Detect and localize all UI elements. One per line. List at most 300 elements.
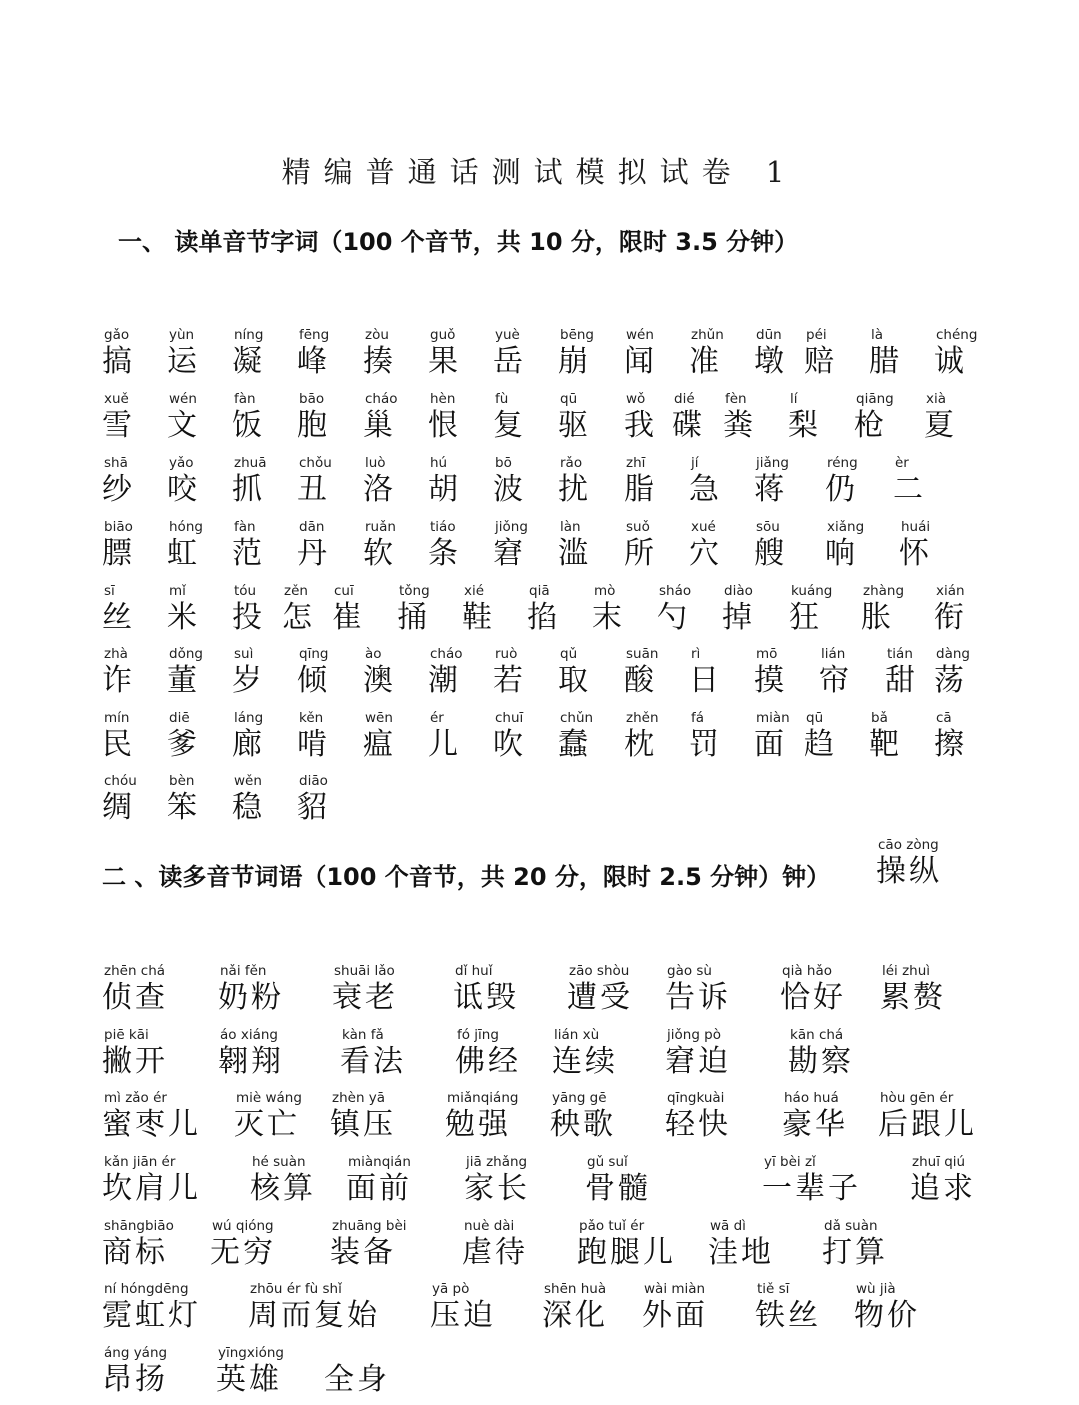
syllable-item: [493, 709, 526, 763]
syllable-item: [558, 390, 591, 444]
pinyin: diāo: [299, 773, 328, 789]
section-2-side-word: [876, 836, 942, 890]
pinyin: hòu gēn ér: [880, 1090, 954, 1106]
hanzi: 狂: [789, 600, 822, 635]
pinyin: tiáo: [430, 519, 456, 535]
syllable-item: [899, 518, 932, 572]
hanzi: 洼地: [708, 1235, 774, 1270]
pinyin: áng yáng: [104, 1345, 168, 1361]
hanzi: 无穷: [210, 1235, 276, 1270]
syllable-item: [657, 582, 691, 636]
syllable-item: [672, 390, 705, 444]
hanzi: 侦查: [102, 980, 168, 1015]
syllable-item: [167, 645, 203, 699]
pinyin: tiě sī: [757, 1281, 790, 1297]
pinyin: gào sù: [667, 963, 712, 979]
pinyin: zhī: [626, 455, 646, 471]
word-item: [665, 1026, 731, 1080]
pinyin: fàn: [234, 519, 256, 535]
syllable-item: [624, 390, 657, 444]
pinyin: kàn fǎ: [342, 1027, 384, 1043]
hanzi: 胡: [428, 472, 461, 507]
hanzi: 滥: [558, 536, 591, 571]
hanzi: 纱: [102, 472, 135, 507]
hanzi: 投: [232, 600, 265, 635]
syllable-item: [297, 454, 332, 508]
word-item: [878, 1089, 977, 1143]
syllable-item: [363, 518, 396, 572]
pinyin: luò: [365, 455, 386, 471]
pinyin: cāo zòng: [878, 837, 939, 853]
pinyin: dān: [299, 519, 325, 535]
hanzi: 捅: [397, 600, 430, 635]
hanzi: 软: [363, 536, 396, 571]
pinyin: mō: [756, 646, 778, 662]
hanzi: 枕: [624, 727, 657, 762]
hanzi: 果: [428, 344, 461, 379]
pinyin: bēng: [560, 327, 595, 343]
hanzi: 面: [754, 727, 787, 762]
pinyin: dǐ huǐ: [455, 963, 493, 979]
word-item: [782, 1089, 848, 1143]
word-item: [340, 1026, 406, 1080]
syllable-item: [558, 454, 591, 508]
hanzi: 夏: [924, 408, 957, 443]
hanzi: 搞: [102, 344, 135, 379]
hanzi: 赔: [804, 344, 837, 379]
hanzi: 粪: [723, 408, 756, 443]
syllable-item: [363, 454, 396, 508]
hanzi: 急: [689, 472, 722, 507]
pinyin: gǎo: [104, 327, 130, 343]
word-item: [218, 962, 284, 1016]
pinyin: xián: [936, 583, 965, 599]
pinyin: yāng gē: [552, 1090, 607, 1106]
hanzi: 腊: [869, 344, 902, 379]
hanzi: 墩: [754, 344, 787, 379]
pinyin: diē: [169, 710, 190, 726]
pinyin: guǒ: [430, 327, 456, 343]
hanzi: 廊: [232, 727, 265, 762]
pinyin: dàng: [936, 646, 970, 662]
pinyin: dǒng: [169, 646, 203, 662]
word-item: [910, 1153, 976, 1207]
pinyin: shuāi lǎo: [334, 963, 395, 979]
syllable-item: [934, 645, 970, 699]
word-item: [755, 1280, 821, 1334]
hanzi: 勘察: [788, 1044, 854, 1079]
pinyin: suǒ: [626, 519, 650, 535]
hanzi: 镇压: [330, 1107, 396, 1142]
syllable-item: [232, 454, 266, 508]
hanzi: 窘迫: [665, 1044, 731, 1079]
hanzi: 范: [232, 536, 265, 571]
pinyin: réng: [827, 455, 858, 471]
hanzi: 罚: [689, 727, 722, 762]
hanzi: 荡: [934, 663, 967, 698]
pinyin: jiǎng: [756, 455, 789, 471]
pinyin: zhuā: [234, 455, 267, 471]
pinyin: kān chá: [790, 1027, 844, 1043]
hanzi: 全身: [324, 1362, 390, 1397]
syllable-item: [861, 582, 904, 636]
syllable-item: [689, 454, 722, 508]
hanzi: 饭: [232, 408, 265, 443]
hanzi: 丑: [297, 472, 330, 507]
syllable-item: [624, 326, 657, 380]
syllable-item: [232, 518, 265, 572]
hanzi: 追求: [910, 1171, 976, 1206]
pinyin: fēng: [299, 327, 330, 343]
syllable-item: [869, 709, 902, 763]
word-item: [248, 1280, 380, 1334]
pinyin: hèn: [430, 391, 456, 407]
syllable-item: [428, 645, 463, 699]
pinyin: shēn huà: [544, 1281, 607, 1297]
pinyin: fù: [495, 391, 509, 407]
hanzi: 商标: [102, 1235, 168, 1270]
syllable-item: [624, 645, 658, 699]
syllable-item: [363, 390, 398, 444]
hanzi: 董: [167, 663, 200, 698]
pinyin: ér: [430, 710, 444, 726]
syllable-item: [689, 518, 722, 572]
hanzi: 脂: [624, 472, 657, 507]
hanzi: 枪: [854, 408, 887, 443]
hanzi: 崩: [558, 344, 591, 379]
hanzi: 崔: [332, 600, 365, 635]
pinyin: ní hóngdēng: [104, 1281, 189, 1297]
syllable-item: [934, 326, 977, 380]
pinyin: wén: [626, 327, 654, 343]
hanzi: 核算: [250, 1171, 316, 1206]
word-item: [780, 962, 846, 1016]
pinyin: nǎi fěn: [220, 963, 267, 979]
pinyin: xié: [464, 583, 485, 599]
pinyin: chuī: [495, 710, 524, 726]
pinyin: wǒ: [626, 391, 646, 407]
pinyin: yīngxióng: [218, 1345, 284, 1361]
word-item: [250, 1153, 316, 1207]
pinyin: bǎ: [871, 710, 888, 726]
syllable-item: [102, 326, 135, 380]
hanzi: 压迫: [430, 1298, 496, 1333]
pinyin: zhōu ér fù shǐ: [250, 1281, 342, 1297]
hanzi: 外面: [642, 1298, 708, 1333]
pinyin: jí: [691, 455, 699, 471]
pinyin: qǔ: [560, 646, 578, 662]
syllable-item: [167, 390, 200, 444]
syllable-item: [885, 645, 918, 699]
pinyin: zhuāng bèi: [332, 1218, 407, 1234]
syllable-item: [167, 582, 200, 636]
syllable-item: [363, 326, 396, 380]
hanzi: 梨: [788, 408, 821, 443]
hanzi: 物价: [854, 1298, 920, 1333]
section-2-heading: 二 、读多音节词语（100 个音节，共 20 分，限时 2.5 分钟）钟）: [102, 863, 831, 891]
pinyin: ruǎn: [365, 519, 396, 535]
hanzi: 运: [167, 344, 200, 379]
hanzi: 摸: [754, 663, 787, 698]
syllable-item: [428, 454, 461, 508]
word-item: [762, 1153, 861, 1207]
hanzi: 蠢: [558, 727, 591, 762]
hanzi: 掐: [527, 600, 560, 635]
syllable-item: [558, 709, 593, 763]
hanzi: 若: [493, 663, 526, 698]
syllable-item: [722, 582, 755, 636]
hanzi: 家长: [464, 1171, 530, 1206]
pinyin: xuě: [104, 391, 129, 407]
pinyin: qiāng: [856, 391, 894, 407]
pinyin: wù jià: [856, 1281, 896, 1297]
word-item: [102, 1089, 201, 1143]
syllable-item: [493, 454, 526, 508]
hanzi: 靶: [869, 727, 902, 762]
pinyin: qū: [806, 710, 824, 726]
syllable-item: [363, 709, 396, 763]
pinyin: fá: [691, 710, 705, 726]
hanzi: 条: [428, 536, 461, 571]
pinyin: rì: [691, 646, 701, 662]
hanzi: 深化: [542, 1298, 608, 1333]
syllable-item: [297, 390, 330, 444]
word-item: [102, 1280, 201, 1334]
pinyin: tián: [887, 646, 913, 662]
word-item: [665, 962, 731, 1016]
hanzi: 帘: [819, 663, 852, 698]
pinyin: chǒu: [299, 455, 332, 471]
hanzi: 奶粉: [218, 980, 284, 1015]
pinyin: miànqián: [348, 1154, 411, 1170]
hanzi: 秧歌: [550, 1107, 616, 1142]
hanzi: 连续: [552, 1044, 618, 1079]
hanzi: 操纵: [876, 854, 942, 889]
syllable-item: [934, 582, 967, 636]
hanzi: 岁: [232, 663, 265, 698]
syllable-item: [167, 772, 200, 826]
pinyin: yā pò: [432, 1281, 470, 1297]
syllable-item: [493, 645, 526, 699]
pinyin: xué: [691, 519, 716, 535]
hanzi: 抓: [232, 472, 265, 507]
hanzi: 面前: [346, 1171, 412, 1206]
syllable-item: [493, 518, 528, 572]
pinyin: piē kāi: [104, 1027, 149, 1043]
pinyin: zhēn chá: [104, 963, 166, 979]
pinyin: miǎnqiáng: [447, 1090, 519, 1106]
hanzi: 驱: [558, 408, 591, 443]
hanzi: 窘: [493, 536, 526, 571]
hanzi: 蜜枣儿: [102, 1107, 201, 1142]
word-item: [552, 1026, 618, 1080]
pinyin: bèn: [169, 773, 195, 789]
hanzi: 勺: [657, 600, 690, 635]
pinyin: mín: [104, 710, 130, 726]
hanzi: 趋: [804, 727, 837, 762]
hanzi: 复: [493, 408, 526, 443]
syllable-item: [167, 454, 200, 508]
pinyin: sōu: [756, 519, 780, 535]
word-item: [216, 1344, 284, 1398]
syllable-item: [102, 390, 135, 444]
syllable-item: [723, 390, 756, 444]
syllable-item: [804, 326, 837, 380]
pinyin: qīngkuài: [667, 1090, 725, 1106]
syllable-item: [428, 518, 461, 572]
hanzi: 洛: [363, 472, 396, 507]
hanzi: 绸: [102, 790, 135, 825]
syllable-item: [893, 454, 926, 508]
pinyin: zhuī qiú: [912, 1154, 966, 1170]
pinyin: lián: [821, 646, 846, 662]
pinyin: wén: [169, 391, 197, 407]
hanzi: 雪: [102, 408, 135, 443]
syllable-item: [297, 772, 330, 826]
syllable-item: [232, 645, 265, 699]
pinyin: wěn: [234, 773, 262, 789]
word-item: [788, 1026, 854, 1080]
hanzi: 爹: [167, 727, 200, 762]
pinyin: yī bèi zǐ: [764, 1154, 816, 1170]
syllable-item: [558, 518, 591, 572]
hanzi: 碟: [672, 408, 705, 443]
hanzi: 周而复始: [248, 1298, 380, 1333]
hanzi: 末: [592, 600, 625, 635]
hanzi: 坎肩儿: [102, 1171, 201, 1206]
pinyin: wēn: [365, 710, 393, 726]
hanzi: 恰好: [780, 980, 846, 1015]
word-item: [642, 1280, 708, 1334]
hanzi: 鞋: [462, 600, 495, 635]
word-item: [102, 1344, 168, 1398]
word-item: [880, 962, 946, 1016]
hanzi: 诋毁: [453, 980, 519, 1015]
syllable-item: [102, 645, 135, 699]
hanzi: 看法: [340, 1044, 406, 1079]
hanzi: 霓虹灯: [102, 1298, 201, 1333]
hanzi: 文: [167, 408, 200, 443]
syllable-item: [689, 645, 722, 699]
hanzi: 揍: [363, 344, 396, 379]
pinyin: diào: [724, 583, 753, 599]
hanzi: 轻快: [665, 1107, 731, 1142]
pinyin: jiǒng: [495, 519, 528, 535]
pinyin: yuè: [495, 327, 520, 343]
syllable-item: [167, 709, 200, 763]
word-item: [346, 1153, 412, 1207]
pinyin: zāo shòu: [569, 963, 630, 979]
word-item: [822, 1217, 888, 1271]
pinyin: biāo: [104, 519, 133, 535]
pinyin: cháo: [430, 646, 463, 662]
pinyin: mò: [594, 583, 616, 599]
word-item: [102, 1217, 174, 1271]
hanzi: 英雄: [216, 1362, 282, 1397]
hanzi: 岳: [493, 344, 526, 379]
hanzi: 波: [493, 472, 526, 507]
hanzi: 响: [825, 536, 858, 571]
pinyin: zhèn yā: [332, 1090, 386, 1106]
syllable-item: [558, 326, 594, 380]
syllable-item: [102, 582, 135, 636]
pinyin: cā: [936, 710, 952, 726]
pinyin: dǎ suàn: [824, 1218, 878, 1234]
pinyin: chóu: [104, 773, 137, 789]
syllable-item: [297, 326, 330, 380]
pinyin: sī: [104, 583, 115, 599]
pinyin: mì zǎo ér: [104, 1090, 167, 1106]
hanzi: 咬: [167, 472, 200, 507]
hanzi: 铁丝: [755, 1298, 821, 1333]
hanzi: 恨: [428, 408, 461, 443]
syllable-item: [754, 326, 787, 380]
syllable-item: [624, 709, 659, 763]
pinyin: mǐ: [169, 583, 186, 599]
syllable-item: [102, 454, 135, 508]
hanzi: 日: [689, 663, 722, 698]
pinyin: zhàng: [863, 583, 905, 599]
hanzi: 昂扬: [102, 1362, 168, 1397]
word-item: [585, 1153, 651, 1207]
pinyin: kǎn jiān ér: [104, 1154, 176, 1170]
hanzi: 装备: [330, 1235, 396, 1270]
syllable-item: [493, 390, 526, 444]
pinyin: háo huá: [784, 1090, 839, 1106]
hanzi: 啃: [297, 727, 330, 762]
pinyin: suān: [626, 646, 659, 662]
syllable-item: [363, 645, 396, 699]
hanzi: 貂: [297, 790, 330, 825]
pinyin: kěn: [299, 710, 324, 726]
hanzi: 打算: [822, 1235, 888, 1270]
pinyin: fàn: [234, 391, 256, 407]
syllable-item: [297, 518, 330, 572]
hanzi: 甜: [885, 663, 918, 698]
hanzi: 澳: [363, 663, 396, 698]
syllable-item: [754, 709, 790, 763]
syllable-item: [788, 390, 821, 444]
pinyin: péi: [806, 327, 827, 343]
hanzi: 丹: [297, 536, 330, 571]
pinyin: rǎo: [560, 455, 583, 471]
pinyin: ào: [365, 646, 382, 662]
word-item: [324, 1344, 390, 1398]
pinyin: xià: [926, 391, 947, 407]
pinyin: fó jīng: [457, 1027, 499, 1043]
pinyin: cháo: [365, 391, 398, 407]
hanzi: 丝: [102, 600, 135, 635]
pinyin: ruò: [495, 646, 518, 662]
syllable-item: [397, 582, 430, 636]
syllable-item: [869, 326, 902, 380]
syllable-item: [232, 326, 265, 380]
hanzi: 佛经: [455, 1044, 521, 1079]
syllable-item: [332, 582, 365, 636]
syllable-item: [754, 645, 787, 699]
syllable-item: [462, 582, 495, 636]
pinyin: lí: [790, 391, 798, 407]
pinyin: zhà: [104, 646, 128, 662]
syllable-item: [297, 709, 330, 763]
word-item: [430, 1280, 496, 1334]
hanzi: 撇开: [102, 1044, 168, 1079]
word-item: [102, 1026, 168, 1080]
pinyin: dūn: [756, 327, 782, 343]
hanzi: 跑腿儿: [577, 1235, 676, 1270]
pinyin: shāngbiāo: [104, 1218, 174, 1234]
syllable-item: [854, 390, 894, 444]
